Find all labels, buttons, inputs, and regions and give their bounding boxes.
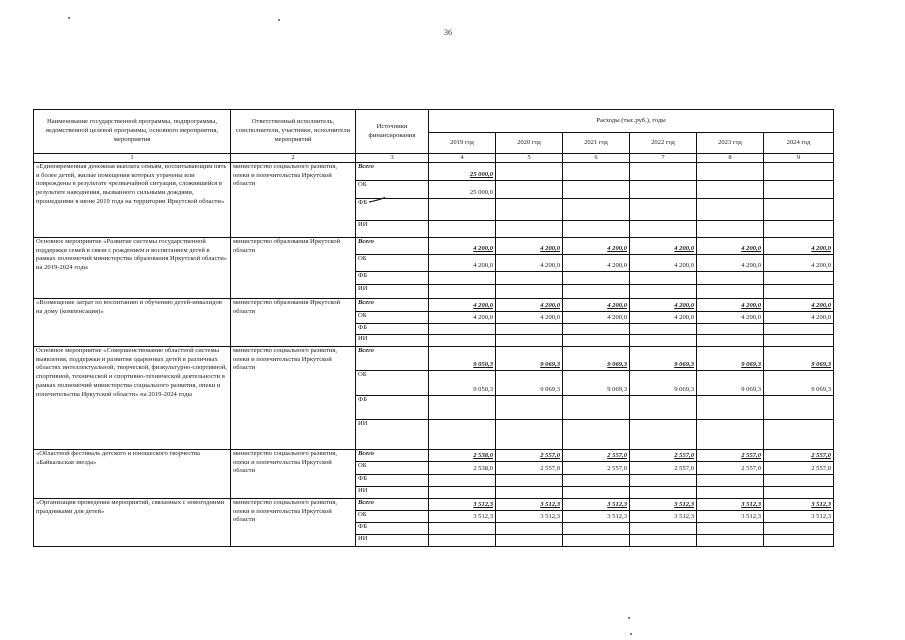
- expense-value-cell: 4 200,0: [630, 255, 697, 272]
- funding-source-cell: Всего: [356, 163, 429, 181]
- funding-source-cell: ФБ: [356, 475, 429, 487]
- expense-value-cell: [630, 487, 697, 499]
- expense-value-cell: 3 512,3: [697, 511, 764, 523]
- expense-value-cell: [563, 335, 630, 347]
- expense-value-cell: [764, 324, 834, 335]
- expense-value-cell: 4 200,0: [429, 299, 496, 312]
- header-year: 2024 год: [764, 133, 834, 154]
- funding-source-cell: Всего: [356, 238, 429, 255]
- funding-source-cell: ОБ: [356, 255, 429, 272]
- expense-value-cell: [496, 396, 563, 420]
- expense-value-cell: [764, 396, 834, 420]
- expense-value-cell: [429, 272, 496, 285]
- table-body: [34, 163, 834, 547]
- expense-value-cell: 25 000,0: [429, 181, 496, 199]
- expense-value-cell: 2 557,0: [630, 462, 697, 475]
- funding-source-cell: Всего: [356, 450, 429, 462]
- expense-value-cell: [429, 199, 496, 221]
- expense-value-cell: 4 200,0: [496, 255, 563, 272]
- expense-value-cell: [764, 272, 834, 285]
- expense-value-cell: [563, 285, 630, 299]
- expense-value-cell: 2 538,0: [429, 450, 496, 462]
- funding-source-cell: ИИ: [356, 221, 429, 238]
- expense-value-cell: 3 512,3: [429, 511, 496, 523]
- expense-value-cell: [563, 221, 630, 238]
- expense-value-cell: [429, 221, 496, 238]
- expense-value-cell: 4 200,0: [764, 312, 834, 324]
- expense-value-cell: [563, 324, 630, 335]
- executor-cell: министерство социального развития, опеки и попечительства Иркутской области: [231, 347, 356, 450]
- funding-source-cell: ФБ: [356, 199, 429, 221]
- expense-value-cell: [697, 285, 764, 299]
- expense-value-cell: 4 200,0: [429, 255, 496, 272]
- expense-value-cell: 3 512,3: [496, 511, 563, 523]
- funding-source-cell: ФБ: [356, 324, 429, 335]
- column-index: 2: [231, 154, 356, 163]
- expense-value-cell: [697, 199, 764, 221]
- expense-value-cell: [697, 475, 764, 487]
- expense-value-cell: 4 200,0: [630, 312, 697, 324]
- expense-value-cell: 4 200,0: [496, 312, 563, 324]
- expense-value-cell: [496, 272, 563, 285]
- funding-source-cell: Всего: [356, 347, 429, 371]
- expense-value-cell: [429, 420, 496, 450]
- header-source: Источники финансирования: [356, 110, 429, 154]
- expense-value-cell: [496, 163, 563, 181]
- expense-value-cell: [697, 181, 764, 199]
- header-name: Наименование государственной программы, подпрограммы, ведомственной целевой программы, основного мероприятия, мероприятия: [34, 110, 231, 154]
- funding-source-cell: ОБ: [356, 462, 429, 475]
- expense-value-cell: 4 200,0: [697, 255, 764, 272]
- pen-mark: [368, 197, 386, 203]
- expense-value-cell: [496, 199, 563, 221]
- expense-value-cell: [697, 420, 764, 450]
- table-row: [34, 163, 834, 181]
- program-name-cell: «Организация проведения мероприятий, связанных с новогодними праздниками для детей»: [34, 499, 231, 547]
- expense-value-cell: [496, 221, 563, 238]
- expense-value-cell: [563, 487, 630, 499]
- header-year: 2023 год: [697, 133, 764, 154]
- expense-value-cell: 9 069,3: [563, 347, 630, 371]
- expense-value-cell: [496, 523, 563, 535]
- expense-value-cell: [429, 523, 496, 535]
- funding-source-cell: ОБ: [356, 181, 429, 199]
- expense-value-cell: 9 069,3: [630, 347, 697, 371]
- executor-cell: министерство социального развития, опеки и попечительства Иркутской области: [231, 450, 356, 499]
- expense-value-cell: 4 200,0: [764, 255, 834, 272]
- expense-value-cell: 25 000,0: [429, 163, 496, 181]
- expense-value-cell: 2 557,0: [764, 450, 834, 462]
- expense-value-cell: [563, 396, 630, 420]
- expense-value-cell: 4 200,0: [697, 299, 764, 312]
- expense-value-cell: [630, 324, 697, 335]
- column-index: 9: [764, 154, 834, 163]
- expense-value-cell: 4 200,0: [563, 238, 630, 255]
- expense-value-cell: 3 512,3: [563, 511, 630, 523]
- expense-value-cell: 4 200,0: [697, 238, 764, 255]
- expense-value-cell: 4 200,0: [764, 238, 834, 255]
- expense-value-cell: [764, 535, 834, 547]
- expense-value-cell: [697, 535, 764, 547]
- expense-value-cell: 3 512,3: [697, 499, 764, 511]
- expense-value-cell: 3 512,3: [630, 499, 697, 511]
- expense-value-cell: 4 200,0: [429, 312, 496, 324]
- expense-value-cell: 4 200,0: [697, 312, 764, 324]
- table-row: [34, 499, 834, 511]
- expense-value-cell: [630, 163, 697, 181]
- expense-value-cell: 4 200,0: [764, 299, 834, 312]
- expense-value-cell: 2 557,0: [630, 450, 697, 462]
- expense-value-cell: [764, 285, 834, 299]
- executor-cell: министерство социального развития, опеки и попечительства Иркутской области: [231, 499, 356, 547]
- column-index: 3: [356, 154, 429, 163]
- column-index: 4: [429, 154, 496, 163]
- expense-value-cell: [496, 475, 563, 487]
- expense-value-cell: [630, 181, 697, 199]
- header-executor: Ответственный исполнитель, соисполнители, участники, исполнители мероприятий: [231, 110, 356, 154]
- expense-value-cell: 3 512,3: [630, 511, 697, 523]
- funding-source-cell: ИИ: [356, 420, 429, 450]
- expense-value-cell: [697, 163, 764, 181]
- expense-value-cell: [630, 272, 697, 285]
- expense-value-cell: 4 200,0: [563, 255, 630, 272]
- expense-value-cell: [764, 487, 834, 499]
- table-row: [34, 299, 834, 312]
- header-year: 2020 год: [496, 133, 563, 154]
- column-index: 8: [697, 154, 764, 163]
- funding-source-cell: ФБ: [356, 272, 429, 285]
- scan-speck: [630, 633, 632, 635]
- expense-value-cell: [764, 163, 834, 181]
- executor-cell: министерство образования Иркутской области: [231, 238, 356, 299]
- expense-value-cell: [429, 324, 496, 335]
- expense-value-cell: 9 069,3: [697, 347, 764, 371]
- expense-value-cell: [563, 420, 630, 450]
- table-row: [34, 450, 834, 462]
- expense-value-cell: [764, 335, 834, 347]
- program-name-cell: «Возмещение затрат по воспитанию и обучению детей-инвалидов на дому (компенсация)»: [34, 299, 231, 347]
- expense-value-cell: 4 200,0: [630, 299, 697, 312]
- expense-value-cell: [429, 285, 496, 299]
- header-year: 2021 год: [563, 133, 630, 154]
- expense-value-cell: [630, 523, 697, 535]
- expense-value-cell: 9 069,3: [697, 371, 764, 396]
- expense-value-cell: [496, 335, 563, 347]
- expense-value-cell: [630, 535, 697, 547]
- expense-value-cell: [630, 199, 697, 221]
- expense-value-cell: 3 512,3: [563, 499, 630, 511]
- expense-value-cell: [630, 285, 697, 299]
- expense-value-cell: [697, 221, 764, 238]
- expense-value-cell: 2 538,0: [429, 462, 496, 475]
- expense-value-cell: [563, 475, 630, 487]
- expense-value-cell: [563, 523, 630, 535]
- funding-source-cell: ОБ: [356, 371, 429, 396]
- expense-value-cell: [496, 285, 563, 299]
- expense-value-cell: [630, 335, 697, 347]
- expense-value-cell: [764, 181, 834, 199]
- expense-value-cell: [697, 523, 764, 535]
- funding-source-cell: ИИ: [356, 335, 429, 347]
- expense-value-cell: 4 200,0: [496, 299, 563, 312]
- expense-value-cell: [630, 475, 697, 487]
- expense-value-cell: [429, 396, 496, 420]
- table-row: [34, 347, 834, 371]
- expense-value-cell: [563, 272, 630, 285]
- expense-value-cell: 3 512,3: [764, 499, 834, 511]
- expense-value-cell: [429, 335, 496, 347]
- expense-value-cell: [496, 535, 563, 547]
- header-expenses: Расходы (тыс.руб.), годы: [429, 110, 834, 133]
- expense-value-cell: [697, 396, 764, 420]
- expense-value-cell: 2 557,0: [697, 450, 764, 462]
- expense-value-cell: [764, 523, 834, 535]
- expense-value-cell: 3 512,3: [429, 499, 496, 511]
- expense-value-cell: [496, 324, 563, 335]
- expense-value-cell: [764, 420, 834, 450]
- scan-speck: [68, 17, 70, 19]
- expense-value-cell: [496, 420, 563, 450]
- funding-source-cell: ФБ: [356, 523, 429, 535]
- column-index: 6: [563, 154, 630, 163]
- funding-source-cell: Всего: [356, 499, 429, 511]
- expense-value-cell: 2 557,0: [697, 462, 764, 475]
- program-name-cell: Основное мероприятие «Развитие системы государственной поддержки семей в связи с рождением и воспитанием детей в рамках полномочий министерства образования Иркутской области» на 2019-2024 годы: [34, 238, 231, 299]
- expense-value-cell: 2 557,0: [496, 462, 563, 475]
- program-name-cell: «Областной фестиваль детского и юношеского творчества «Байкальская звезда»: [34, 450, 231, 499]
- expense-value-cell: [429, 475, 496, 487]
- expense-value-cell: 4 200,0: [563, 312, 630, 324]
- expense-value-cell: 4 200,0: [429, 238, 496, 255]
- expense-value-cell: [630, 396, 697, 420]
- expense-value-cell: 9 069,3: [496, 347, 563, 371]
- expense-value-cell: [697, 272, 764, 285]
- column-index: 7: [630, 154, 697, 163]
- expense-value-cell: [563, 163, 630, 181]
- expense-value-cell: [697, 487, 764, 499]
- header-year: 2019 год: [429, 133, 496, 154]
- funding-source-cell: ОБ: [356, 312, 429, 324]
- expense-value-cell: [630, 420, 697, 450]
- budget-table: [33, 109, 834, 547]
- expense-value-cell: [563, 181, 630, 199]
- expense-value-cell: 9 069,3: [630, 371, 697, 396]
- expense-value-cell: [563, 535, 630, 547]
- expense-value-cell: [496, 181, 563, 199]
- expense-value-cell: [697, 335, 764, 347]
- funding-source-cell: Всего: [356, 299, 429, 312]
- expense-value-cell: [764, 199, 834, 221]
- expense-value-cell: 4 200,0: [563, 299, 630, 312]
- expense-value-cell: [697, 324, 764, 335]
- funding-source-cell: ИИ: [356, 535, 429, 547]
- expense-value-cell: 4 200,0: [630, 238, 697, 255]
- expense-value-cell: 9 069,3: [764, 371, 834, 396]
- page-number: 36: [444, 28, 452, 37]
- funding-source-cell: ИИ: [356, 487, 429, 499]
- expense-value-cell: 9 050,3: [429, 347, 496, 371]
- expense-value-cell: 9 069,3: [764, 347, 834, 371]
- funding-source-cell: ФБ: [356, 396, 429, 420]
- expense-value-cell: 3 512,3: [764, 511, 834, 523]
- scan-speck: [628, 617, 630, 619]
- executor-cell: министерство социального развития, опеки и попечительства Иркутской области: [231, 163, 356, 238]
- program-name-cell: Основное мероприятие «Совершенствование областной системы выявления, поддержки и развития одаренных детей в различных областях интеллектуальной, творческой, физкультурно-спортивной, спортивной, технической и спортивно-технической деятельности в рамках полномочий министерства социального развития, опеки и попечительства Иркутской области» на 2019-2024 годы: [34, 347, 231, 450]
- expense-value-cell: [429, 535, 496, 547]
- expense-value-cell: 2 557,0: [764, 462, 834, 475]
- expense-value-cell: [764, 221, 834, 238]
- expense-value-cell: 3 512,3: [496, 499, 563, 511]
- expense-value-cell: 2 557,0: [496, 450, 563, 462]
- expense-value-cell: 9 069,3: [563, 371, 630, 396]
- expense-value-cell: [630, 221, 697, 238]
- expense-value-cell: 2 557,0: [563, 450, 630, 462]
- expense-value-cell: [496, 487, 563, 499]
- header-year: 2022 год: [630, 133, 697, 154]
- expense-value-cell: [429, 487, 496, 499]
- expense-value-cell: 9 069,3: [496, 371, 563, 396]
- program-name-cell: «Единовременная денежная выплата семьям, воспитывающим пять и более детей, жилые помещения которых утрачены или повреждены в результате чрезвычайной ситуации, сложившейся в результате наводнения, вызванного сильными дождями, прошедшими в июне 2019 года на территории Иркутской области»: [34, 163, 231, 238]
- funding-source-cell: ОБ: [356, 511, 429, 523]
- funding-source-cell: ИИ: [356, 285, 429, 299]
- expense-value-cell: 9 050,3: [429, 371, 496, 396]
- expense-value-cell: 2 557,0: [563, 462, 630, 475]
- expense-value-cell: [764, 475, 834, 487]
- scan-speck: [278, 19, 280, 21]
- table-row: [34, 238, 834, 255]
- executor-cell: министерство образования Иркутской области: [231, 299, 356, 347]
- expense-value-cell: [563, 199, 630, 221]
- expense-value-cell: 4 200,0: [496, 238, 563, 255]
- column-index: 5: [496, 154, 563, 163]
- column-index: 1: [34, 154, 231, 163]
